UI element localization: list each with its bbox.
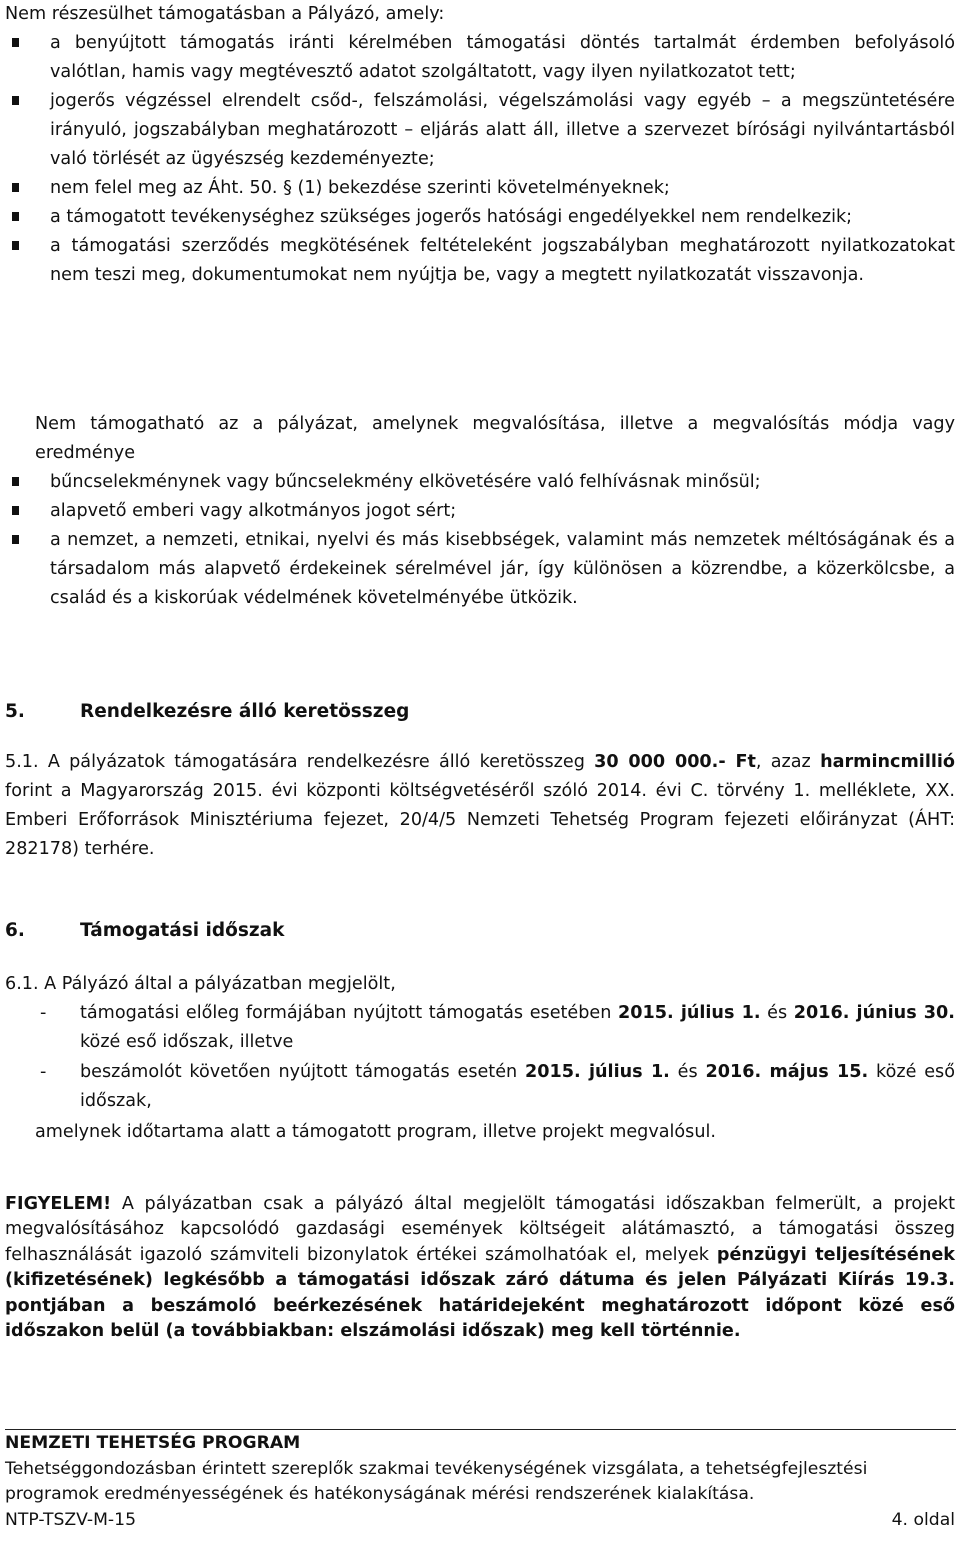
list-item: alapvető emberi vagy alkotmányos jogot sért; <box>5 497 955 526</box>
bullet-square-icon <box>12 96 19 105</box>
warning-paragraph: FIGYELEM! A pályázatban csak a pályázó által megjelölt támogatási időszakban felmerült, a projekt megvalósításához kapcsolódó gazdasági események költségeit alátámasztó, a támogatási összeg felhasználását igazoló számviteli bizonylatok értékei számolhatóak el, melyek pénzügyi teljesítésének (kifizetésének) legkésőbb a támogatási időszak záró dátuma és jelen Pályázati Kiírás 19.3. pontjában a beszámoló beérkezésének határidejeként meghatározott időpont közé eső időszakon belül (a továbbiakban: elszámolási időszak) meg kell történnie. <box>5 1193 955 1342</box>
bullet-square-icon <box>12 212 19 221</box>
footer-description: Tehetséggondozásban érintett szereplők szakmai tevékenységének vizsgálata, a tehetségfejlesztési programok eredményességének és hatékonyságának mérési rendszerének kialakítása. <box>5 1458 868 1504</box>
section-5-heading: 5. Rendelkezésre álló keretösszeg <box>5 701 410 722</box>
bullet-square-icon <box>12 477 19 486</box>
page-number: 4. oldal <box>891 1509 955 1530</box>
list-item: a benyújtott támogatás iránti kérelmében támogatási döntés tartalmát érdemben befolyásoló valótlan, hamis vagy megtévesztő adatot szolgáltatott, vagy ilyen nyilatkozatot tett; <box>5 29 955 87</box>
footer-title: NEMZETI TEHETSÉG PROGRAM <box>5 1433 301 1453</box>
bullet-square-icon <box>12 241 19 250</box>
period-item-report: - beszámolót követően nyújtott támogatás esetén 2015. július 1. és 2016. május 15. közé eső időszak, <box>40 1062 955 1111</box>
period-item-advance: - támogatási előleg formájában nyújtott támogatás esetében 2015. július 1. és 2016. június 30. közé eső időszak, illetve <box>40 1003 955 1052</box>
list-item: jogerős végzéssel elrendelt csőd-, felszámolási, végelszámolási vagy egyéb – a megszüntetésére irányuló, jogszabályban meghatározott – eljárás alatt áll, illetve a szervezet bírósági nyilvántartásból való törlését az ügyészség kezdeményezte; <box>5 87 955 174</box>
section-6-heading: 6. Támogatási időszak <box>5 920 285 941</box>
section-6-closing: amelynek időtartama alatt a támogatott program, illetve projekt megvalósul. <box>35 1122 716 1142</box>
bullet-square-icon <box>12 535 19 544</box>
bullet-square-icon <box>12 38 19 47</box>
footer <box>5 1431 955 1533</box>
section-6-1-intro: 6.1. A Pályázó által a pályázatban megjelölt, <box>5 974 396 994</box>
intro2-text: Nem támogatható az a pályázat, amelynek megvalósítása, illetve a megvalósítás módja vagy eredménye <box>35 414 955 463</box>
list-item: nem felel meg az Áht. 50. § (1) bekezdése szerinti követelményeknek; <box>5 174 955 203</box>
exclusion-list <box>5 29 955 290</box>
list-item: a nemzet, a nemzeti, etnikai, nyelvi és más kisebbségek, valamint más nemzetek méltóságának és a társadalom más alapvető érdekeinek sérelmével jár, így különösen a közrendbe, a közerkölcsbe, a család és a kiskorúak védelmének követelményébe ütközik. <box>5 526 955 613</box>
bullet-square-icon <box>12 183 19 192</box>
not-supported-list <box>5 468 955 613</box>
intro-text: Nem részesülhet támogatásban a Pályázó, amely: <box>5 4 445 24</box>
bullet-square-icon <box>12 506 19 515</box>
list-item: a támogatási szerződés megkötésének feltételeként jogszabályban meghatározott nyilatkozatokat nem teszi meg, dokumentumokat nem nyújtja be, vagy a megtett nyilatkozatát visszavonja. <box>5 232 955 290</box>
section-5-1-text: 5.1. A pályázatok támogatására rendelkezésre álló keretösszeg 30 000 000.- Ft, azaz harmincmillió forint a Magyarország 2015. évi központi költségvetéséről szóló 2014. évi C. törvény 1. melléklete, XX. Emberi Erőforrások Minisztériuma fejezet, 20/4/5 Nemzeti Tehetség Program fejezeti előirányzat (ÁHT: 282178) terhére. <box>5 752 955 859</box>
footer-code: NTP-TSZV-M-15 <box>5 1509 137 1530</box>
footer-divider <box>5 1429 956 1430</box>
list-item: a támogatott tevékenységhez szükséges jogerős hatósági engedélyekkel nem rendelkezik; <box>5 203 955 232</box>
list-item: bűncselekménynek vagy bűncselekmény elkövetésére való felhívásnak minősül; <box>5 468 955 497</box>
